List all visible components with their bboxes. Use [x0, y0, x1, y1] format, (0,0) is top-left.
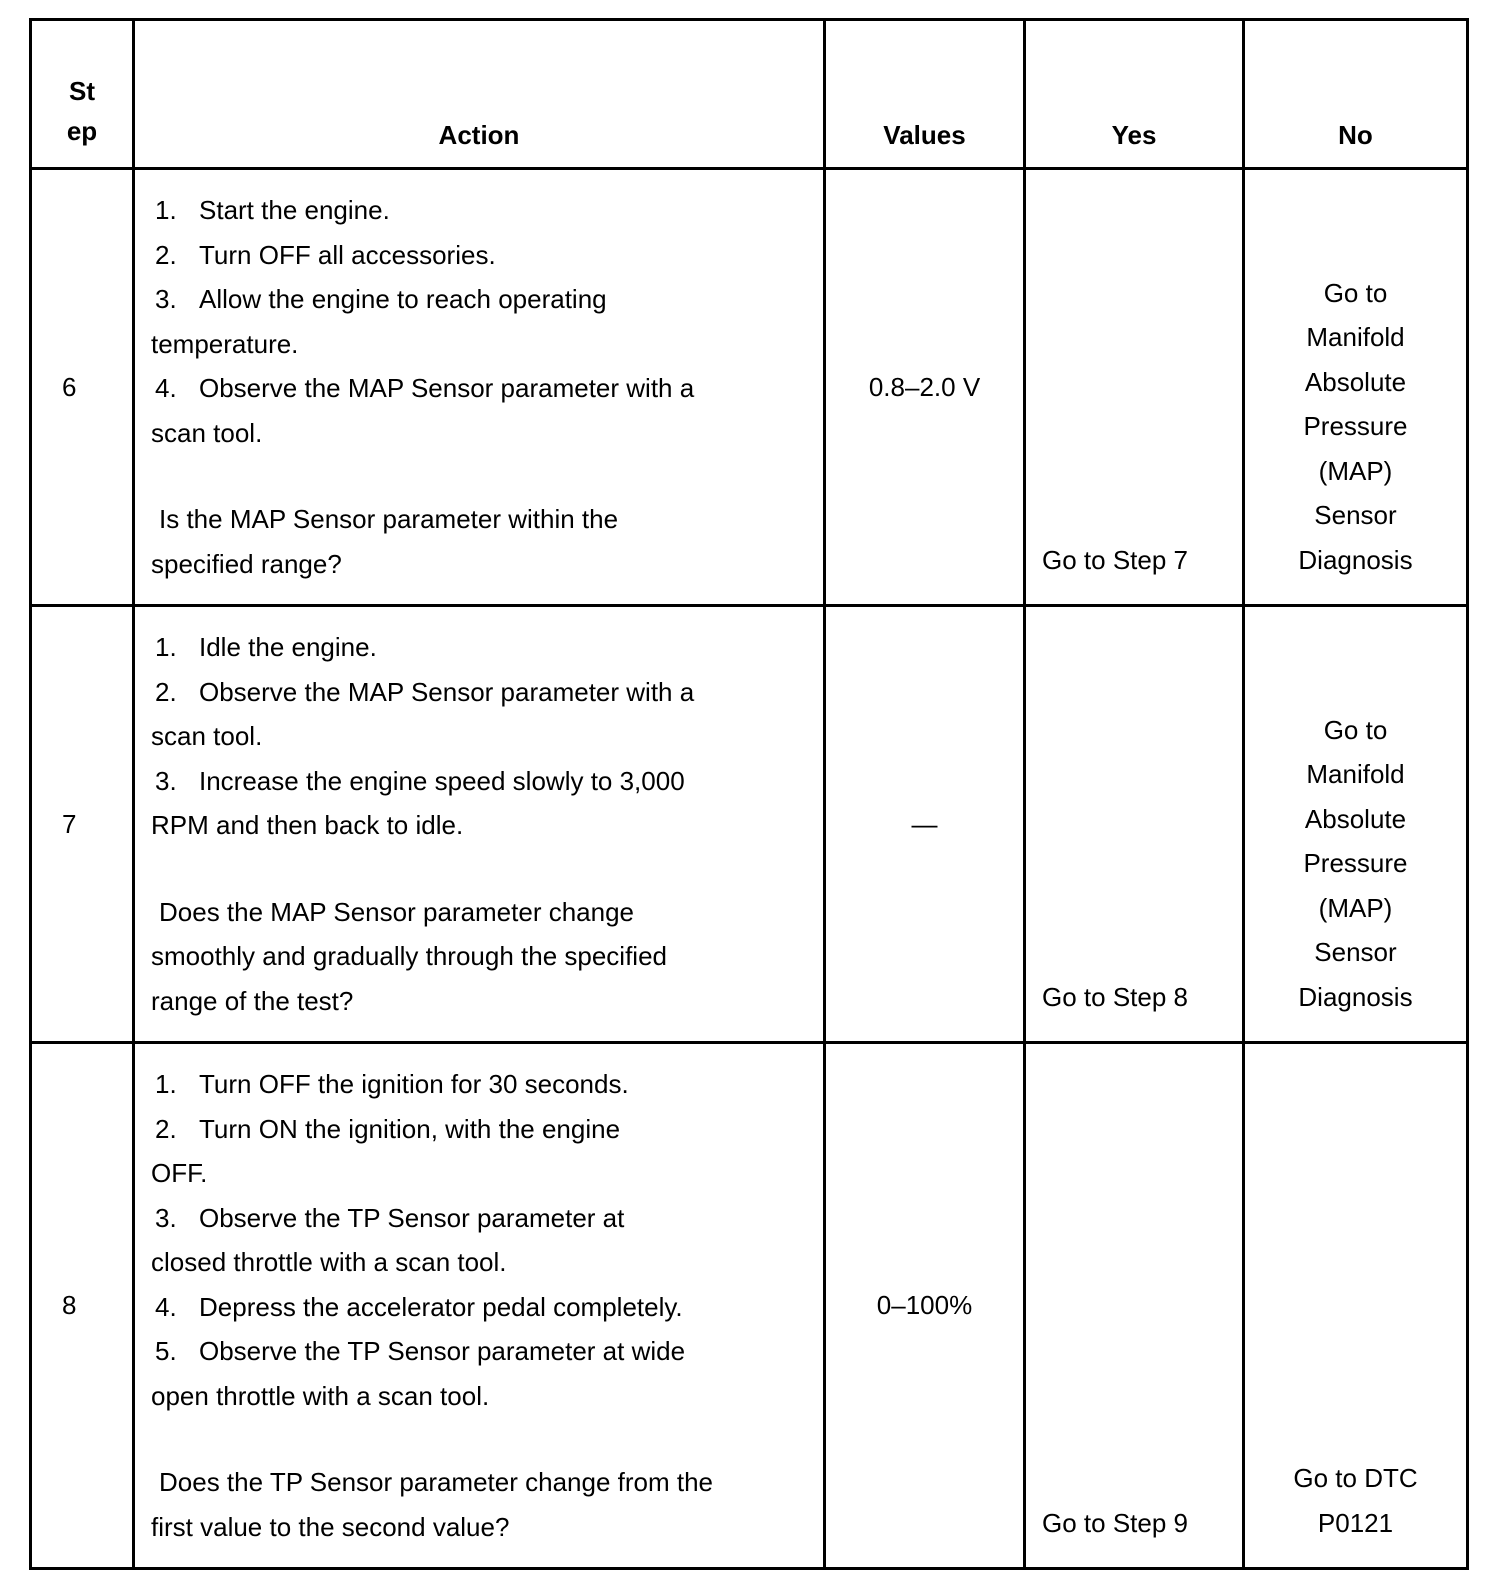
action-cell: [134, 606, 825, 1043]
no-cell: Go to DTC P0121: [1244, 1043, 1468, 1569]
step-number: 6: [31, 169, 134, 606]
action-item: 4. Observe the MAP Sensor parameter with a scan tool.: [151, 373, 695, 448]
header-action: Action: [134, 20, 825, 169]
action-question: Does the TP Sensor parameter change from the first value to the second value?: [151, 1467, 714, 1542]
diagnostic-table: [29, 18, 1469, 1570]
action-question: Is the MAP Sensor parameter within the specified range?: [151, 504, 619, 579]
yes-cell: Go to Step 9: [1025, 1043, 1244, 1569]
value-cell: —: [825, 606, 1025, 1043]
action-list: [151, 625, 803, 848]
yes-cell: Go to Step 7: [1025, 169, 1244, 606]
action-item: 3. Increase the engine speed slowly to 3,000 RPM and then back to idle.: [151, 765, 685, 840]
action-cell: [134, 169, 825, 606]
header-row: [31, 20, 1468, 169]
yes-cell: Go to Step 8: [1025, 606, 1244, 1043]
step-number: 8: [31, 1043, 134, 1569]
action-item: 2. Turn ON the ignition, with the engine OFF.: [151, 1113, 621, 1188]
action-item: 1. Turn OFF the ignition for 30 seconds.: [155, 1069, 629, 1099]
step-number: 7: [31, 606, 134, 1043]
header-no: No: [1244, 20, 1468, 169]
action-question: Does the MAP Sensor parameter change smoothly and gradually through the specified range of the test?: [151, 896, 667, 1016]
header-step: St ep: [31, 20, 134, 169]
value-cell: 0.8–2.0 V: [825, 169, 1025, 606]
action-item: 2. Turn OFF all accessories.: [155, 239, 496, 270]
value-cell: 0–100%: [825, 1043, 1025, 1569]
action-item: 2. Observe the MAP Sensor parameter with a scan tool.: [151, 676, 695, 751]
no-cell: Go to Manifold Absolute Pressure (MAP) Sensor Diagnosis: [1244, 606, 1468, 1043]
header-yes: Yes: [1025, 20, 1244, 169]
action-list: [151, 188, 803, 455]
action-item: 1. Idle the engine.: [155, 632, 377, 662]
no-cell: Go to Manifold Absolute Pressure (MAP) Sensor Diagnosis: [1244, 169, 1468, 606]
header-values: Values: [825, 20, 1025, 169]
action-item: 4. Depress the accelerator pedal completely.: [155, 1291, 683, 1322]
action-item: 3. Observe the TP Sensor parameter at closed throttle with a scan tool.: [151, 1202, 625, 1277]
table-row: [31, 1043, 1468, 1569]
action-item: 1. Start the engine.: [155, 195, 390, 225]
table-row: [31, 606, 1468, 1043]
table-row: [31, 169, 1468, 606]
action-cell: [134, 1043, 825, 1569]
action-item: 3. Allow the engine to reach operating temperature.: [151, 284, 607, 359]
action-list: [151, 1062, 803, 1418]
action-item: 5. Observe the TP Sensor parameter at wide open throttle with a scan tool.: [151, 1336, 686, 1411]
